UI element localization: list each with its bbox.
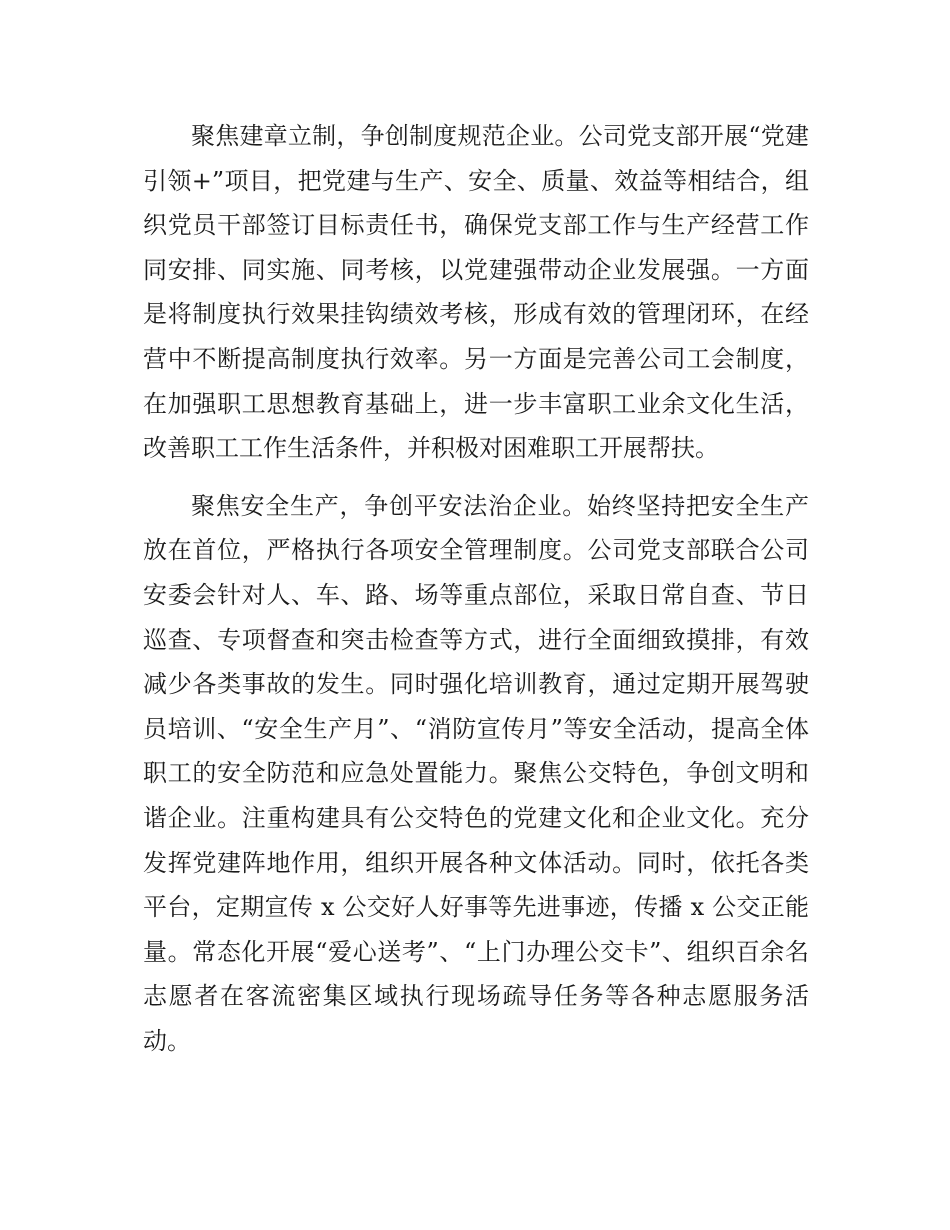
body-text: [143, 114, 809, 1076]
paragraph-safety-production: 聚焦安全生产，争创平安法治企业。始终坚持把安全生产放在首位，严格执行各项安全管理制度。公司党支部联合公司安委会针对人、车、路、场等重点部位，采取日常自查、节日巡查、专项督查和突击检查等方式，进行全面细致摸排，有效减少各类事故的发生。同时强化培训教育，通过定期开展驾驶员培训、“安全生产月”、“消防宣传月”等安全活动，提高全体职工的安全防范和应急处置能力。聚焦公交特色，争创文明和谐企业。注重构建具有公交特色的党建文化和企业文化。充分发挥党建阵地作用，组织开展各种文体活动。同时，依托各类平台，定期宣传 x 公交好人好事等先进事迹，传播 x 公交正能量。常态化开展“爱心送考”、“上门办理公交卡”、组织百余名志愿者在客流密集区域执行现场疏导任务等各种志愿服务活动。: [143, 491, 809, 1055]
paragraph-institution-building: 聚焦建章立制，争创制度规范企业。公司党支部开展“党建引领+”项目，把党建与生产、安全、质量、效益等相结合，组织党员干部签订目标责任书，确保党支部工作与生产经营工作同安排、同实施、同考核，以党建强带动企业发展强。一方面是将制度执行效果挂钩绩效考核，形成有效的管理闭环，在经营中不断提高制度执行效率。另一方面是完善公司工会制度，在加强职工思想教育基础上，进一步丰富职工业余文化生活，改善职工工作生活条件，并积极对困难职工开展帮扶。: [143, 122, 809, 463]
